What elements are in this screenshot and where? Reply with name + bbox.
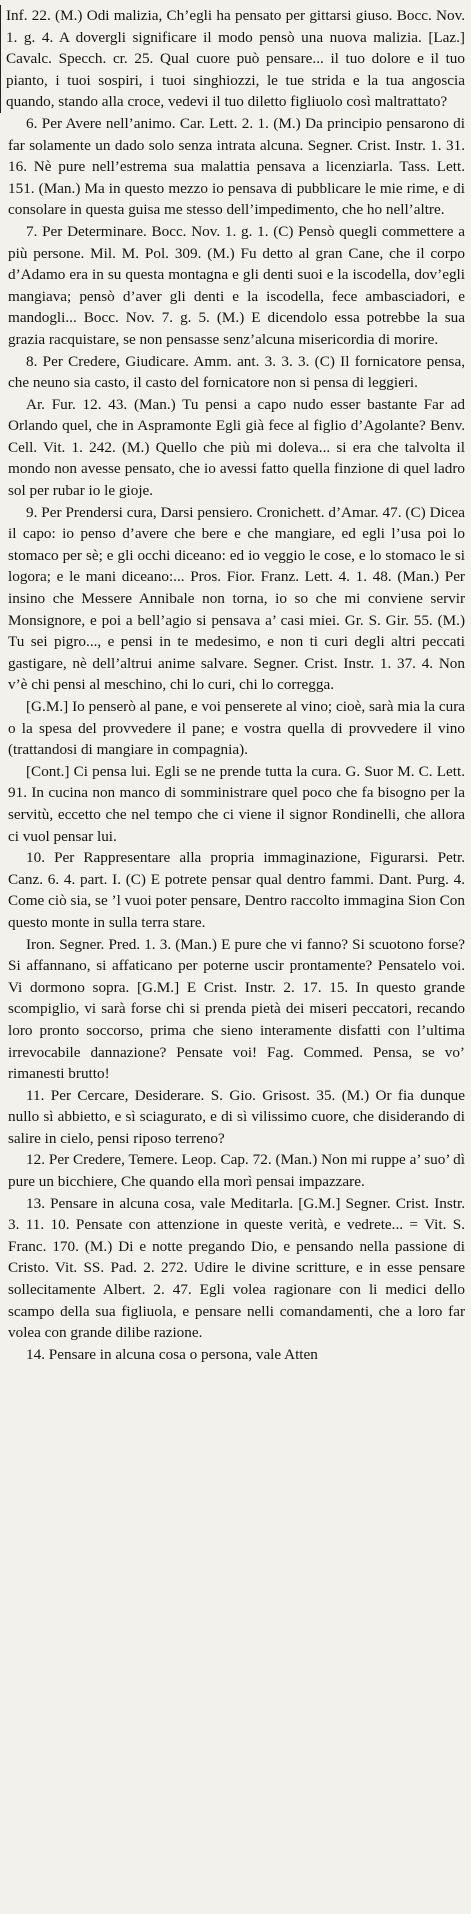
paragraph-iron: Iron. Segner. Pred. 1. 3. (Man.) E pure che vi fanno? Si scuotono forse? Si affannano, si affaticano per poterne uscir prontamente? Pensatelo voi. Vi dormono sopra. [G.M.] E Crist. Instr. 2. 17. 15. In questo grande scompiglio, vi sarà forse chi si prenda pietà dei miseri peccatori, recando loro pronto soccorso, prima che sieno interamente disfatti con l’ultima irrevocabile dannazione? Pensate voi! Fag. Commed. Pensa, se vo’ rimanesti brutto! xyxy=(8,935,465,1083)
paragraph-sense-10: 10. Per Rappresentare alla propria immaginazione, Figurarsi. Petr. Canz. 6. 4. part. I. (C) E potrete pensar qual dentro fammi. Dant. Purg. 4. Come ciò sia, se ’l vuoi poter pensare, Dentro raccolto immagina Sion Con questo monte in sulla terra stare. xyxy=(8,849,465,931)
paragraph-sense-6: 6. Per Avere nell’animo. Car. Lett. 2. 1. (M.) Da principio pensarono di far solamente un dado solo senza intrata alcuna. Segner. Crist. Instr. 1. 31. 16. Nè pure nell’estrema sua malattia pensava a licenziarla. Tass. Lett. 151. (Man.) Ma in questo mezzo io pensava di pubblicare le mie rime, e di consolare in questa guisa me stesso dell’impedimento, che ho nell’altre. xyxy=(8,114,465,219)
paragraph-sense-14: 14. Pensare in alcuna cosa o persona, vale Atten xyxy=(26,1345,318,1363)
paragraph-sense-8-cont: Ar. Fur. 12. 43. (Man.) Tu pensi a capo nudo esser bastante Far ad Orlando quel, che in Aspramonte Egli già fece al figlio d’Agolante? Benv. Cell. Vit. 1. 242. (M.) Quello che più mi doleva... si era che talvolta il mondo non avesse pensato, che io avessi fatto quella finzione di quel ladro sol per rubar io le gioje. xyxy=(8,395,465,500)
paragraph-sense-13: 13. Pensare in alcuna cosa, vale Meditarla. [G.M.] Segner. Crist. Instr. 3. 11. 10. Pensate con attenzione in queste verità, e vedrete... = Vit. S. Franc. 170. (M.) Di e notte pregando Dio, e pensando nella passione di Cristo. Vit. SS. Pad. 2. 272. Udire le divine scritture, e in esse pensare sollecitamente Albert. 2. 47. Egli volea ragionare con li medici dello scampo della sua figliuola, e pensare nelli comandamenti, che a loro far volea con grande dilibe razione. xyxy=(8,1194,465,1342)
paragraph-cont-ci-pensa-lui: [Cont.] Ci pensa lui. Egli se ne prende tutta la cura. G. Suor M. C. Lett. 91. In cucina non manco di somministrare quel poco che fa bisogno per la servitù, eccetto che nel tempo che ci viene il signor Rondinelli, che allora ci vuol pensar lui. xyxy=(8,762,465,845)
paragraph-sense-9: 9. Per Prendersi cura, Darsi pensiero. Cronichett. d’Amar. 47. (C) Dicea il capo: io penso d’avere che bere e che mangiare, ed egli l’usa poi lo stomaco per sè; e gli occhi diceano: ed io veggio le cose, e lo stomaco le si logora; e le mani diceano:... Pros. Fior. Franz. Lett. 4. 1. 48. (Man.) Per insino che Messere Annibale non torna, io so che mi conviene servir Monsignore, e poi a bell’agio si pensava a’ casi miei. Gr. S. Gir. 55. (M.) Tu sei pigro..., e pensi in te medesimo, e non ti curi degli altri peccati gastigare, nè dell’altrui anime salvare. Segner. Crist. Instr. 1. 37. 4. Non v’è chi pensi al meschino, chi lo curi, chi lo corregga. xyxy=(8,503,465,694)
paragraph-sense-11: 11. Per Cercare, Desiderare. S. Gio. Grisost. 35. (M.) Or fia dunque nullo sì abbietto, e sì sciagurato, e di sì vilissimo cuore, che disiderando di salire in cielo, pensi riposo terreno? xyxy=(8,1086,465,1147)
paragraph-gm-pane-vino: [G.M.] Io penserò al pane, e voi penserete al vino; cioè, sarà mia la cura o la spesa del provvedere il pane; e vostra quella di provvedere il vino (trattandosi di mangiare in compagnia). xyxy=(8,698,465,759)
paragraph-inferno-continuation: Inf. 22. (M.) Odi malizia, Ch’egli ha pensato per gittarsi giuso. Bocc. Nov. 1. g. 4. A dovergli significare il modo pensò una nuova malizia. [Laz.] Cavalc. Specch. cr. 25. Qual cuore può pensare... il tuo dolore e il tuo pianto, i tuoi sospiri, i tuoi singhiozzi, le tue strida e la tua angoscia quando, stando alla croce, vedevi il tuo diletto figliuolo così maltrattato? xyxy=(0,5,465,113)
paragraph-sense-12: 12. Per Credere, Temere. Leop. Cap. 72. (Man.) Non mi ruppe a’ suo’ dì pure un bicchiere, Che quando ella morì pensai impazzare. xyxy=(8,1151,465,1191)
paragraph-sense-8: 8. Per Credere, Giudicare. Amm. ant. 3. 3. 3. (C) Il fornicatore pensa, che neuno sia casto, il casto del fornicatore non si pensa di leggieri. xyxy=(8,352,465,392)
paragraph-sense-7: 7. Per Determinare. Bocc. Nov. 1. g. 1. (C) Pensò quegli commettere a più persone. Mil. M. Pol. 309. (M.) Fu detto al gran Cane, che il corpo d’Adamo era in su questa montagna e gli denti suoi e la iscodella, dov’egli mangiava; pensò d’aver gli denti e la iscodella, fece ambasciadori, e mandogli... Bocc. Nov. 7. g. 5. (M.) E dicendolo essa potrebbe la sua grazia racquistare, se non pensasse senz’alcuna misericordia di morire. xyxy=(8,222,465,348)
